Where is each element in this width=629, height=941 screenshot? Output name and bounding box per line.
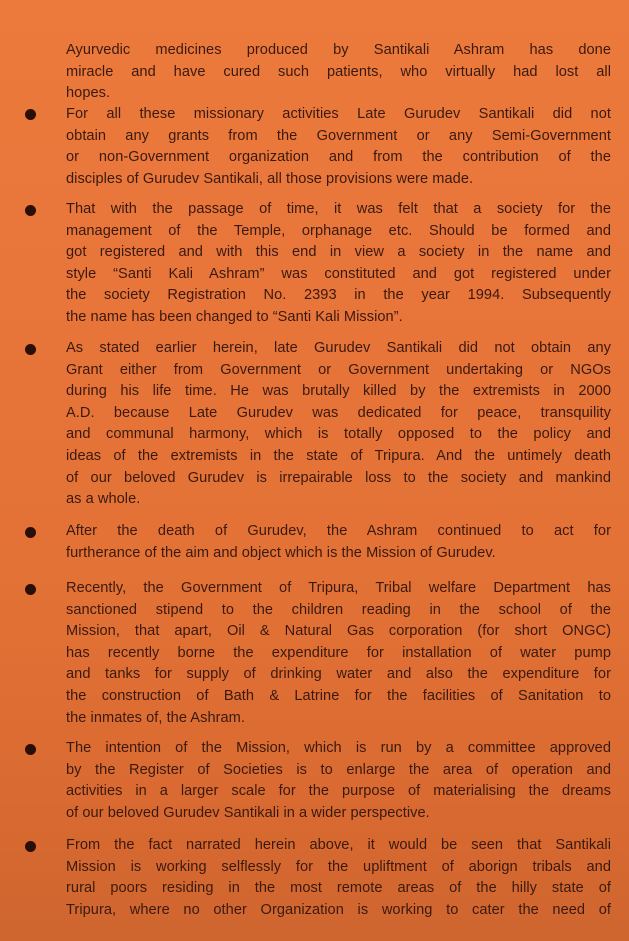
paragraph-mission-intention [66, 738, 611, 824]
text-line: disciples of Gurudev Santikali, all those provisions were made. [66, 170, 474, 187]
text-line: A.D. because Late Gurudev was dedicated for peace, transquility [66, 404, 611, 421]
text-line: by the Register of Societies is to enlarge the area of operation and [66, 761, 611, 778]
text-line: Ayurvedic medicines produced by Santikali Ashram has done [66, 42, 611, 58]
text-line: style “Santi Kali Ashram” was constituted and got registered under [66, 265, 611, 282]
text-line: As stated earlier herein, late Gurudev Santikali did not obtain any [66, 340, 611, 356]
text-line: during his life time. He was brutally killed by the extremists in 2000 [66, 383, 611, 400]
paragraph-ashram-continued [66, 521, 611, 564]
bullet-icon [25, 344, 36, 355]
text-line: the inmates of, the Ashram. [66, 709, 245, 726]
text-line: Recently, the Government of Tripura, Tribal welfare Department has [66, 580, 611, 596]
text-line: of our beloved Gurudev Santikali in a wider perspective. [66, 804, 430, 821]
text-line: and communal harmony, which is totally opposed to the policy and [66, 426, 611, 443]
text-line: Tripura, where no other Organization is working to cater the need of [66, 901, 611, 918]
text-line: as a whole. [66, 491, 141, 508]
text-line: For all these missionary activities Late Gurudev Santikali did not [66, 106, 611, 122]
text-line: the society Registration No. 2393 in the year 1994. Subsequently [66, 287, 611, 304]
text-line: obtain any grants from the Government or any Semi-Government [66, 127, 611, 144]
bullet-icon [25, 205, 36, 216]
text-line: of our beloved Gurudev is irrepairable loss to the society and mankind [66, 469, 611, 486]
bullet-icon [25, 109, 36, 120]
text-line: Mission is working selflessly for the upliftment of aborign tribals and [66, 858, 611, 875]
text-line: ideas of the extremists in the state of Tripura. And the untimely death [66, 447, 611, 464]
paragraph-ayurvedic [66, 40, 611, 105]
text-line: got registered and with this end in view a society in the name and [66, 244, 611, 261]
text-line: sanctioned stipend to the children reading in the school of the [66, 601, 611, 618]
paragraph-missionary-activities [66, 104, 611, 190]
bullet-icon [25, 744, 36, 755]
text-line: Grant either from Government or Government undertaking or NGOs [66, 361, 611, 378]
paragraph-government-tripura [66, 578, 611, 729]
text-line: From the fact narrated herein above, it would be seen that Santikali [66, 837, 611, 853]
text-line: furtherance of the aim and object which is the Mission of Gurudev. [66, 544, 496, 561]
text-line: miracle and have cured such patients, who virtually had lost all [66, 63, 611, 80]
text-line: The intention of the Mission, which is run by a committee approved [66, 740, 611, 756]
bullet-icon [25, 584, 36, 595]
text-line: or non-Government organization and from the contribution of the [66, 149, 611, 166]
text-line: hopes. [66, 85, 111, 102]
text-line: activities in a larger scale for the purpose of materialising the dreams [66, 783, 611, 800]
text-line: Mission, that apart, Oil & Natural Gas corporation (for short ONGC) [66, 623, 611, 640]
text-line: That with the passage of time, it was felt that a society for the [66, 201, 611, 217]
bullet-icon [25, 841, 36, 852]
text-line: and tanks for supply of drinking water and also the expenditure for [66, 666, 611, 683]
paragraph-working-selflessly [66, 835, 611, 921]
paragraph-gurudev-killed [66, 338, 611, 511]
paragraph-society-registration [66, 199, 611, 329]
text-line: After the death of Gurudev, the Ashram continued to act for [66, 523, 611, 539]
text-line: the name has been changed to “Santi Kali Mission”. [66, 308, 403, 325]
text-line: rural poors residing in the most remote areas of the hilly state of [66, 880, 611, 897]
text-line: the construction of Bath & Latrine for the facilities of Sanitation to [66, 687, 611, 704]
bullet-icon [25, 527, 36, 538]
text-line: management of the Temple, orphanage etc. Should be formed and [66, 222, 611, 239]
text-line: has recently borne the expenditure for installation of water pump [66, 644, 611, 661]
